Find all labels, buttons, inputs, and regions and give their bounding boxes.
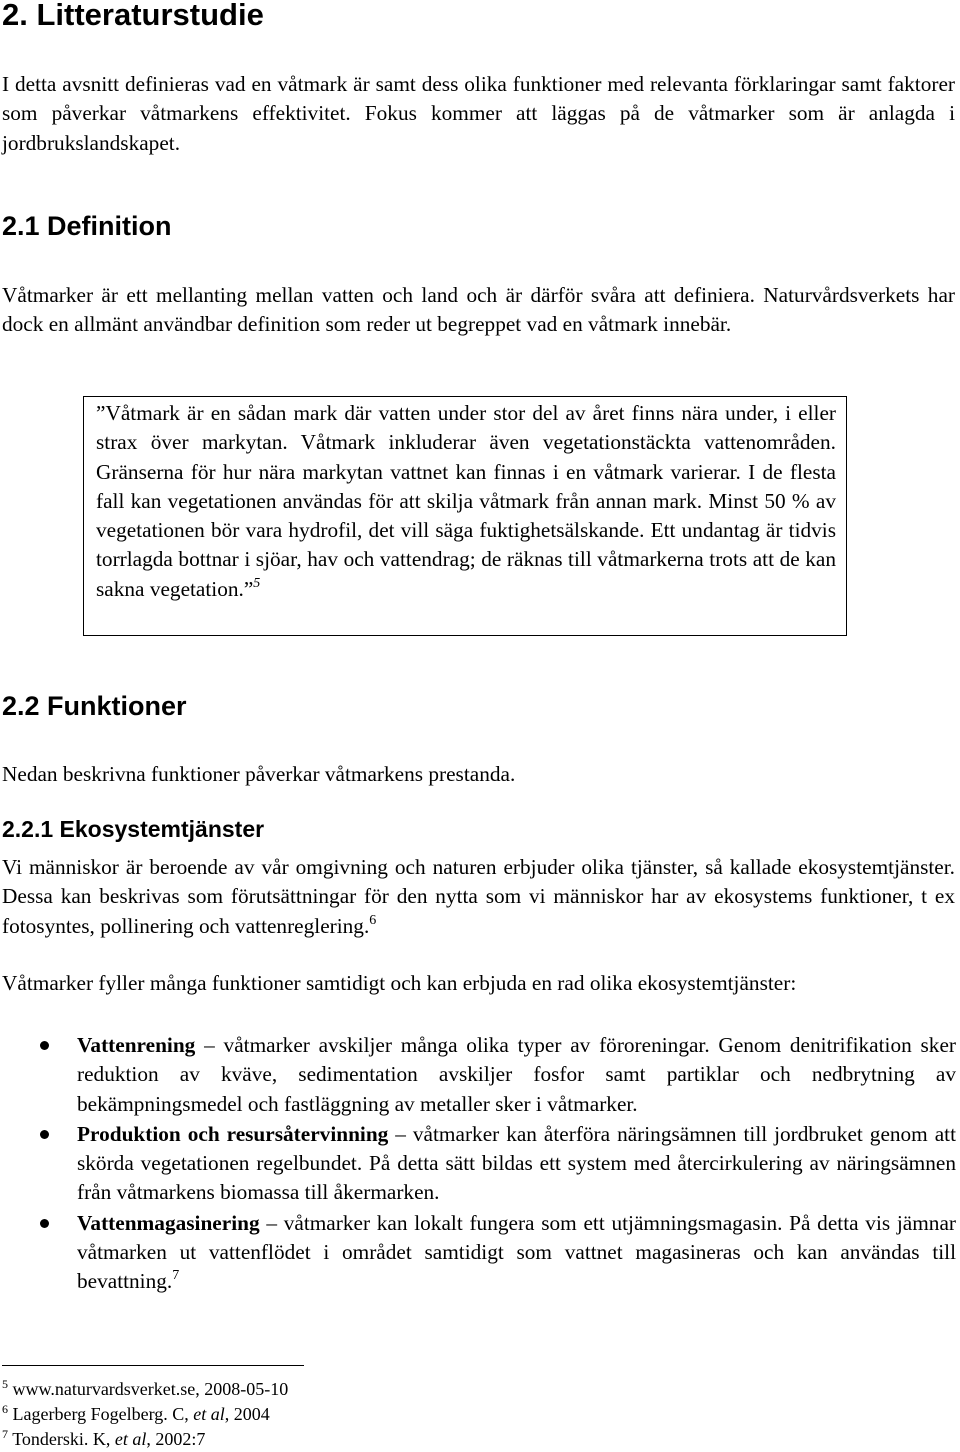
- bullet-icon: [40, 1130, 49, 1139]
- footnote-number: 5: [2, 1377, 8, 1391]
- intro-paragraph: I detta avsnitt definieras vad en våtmark är samt dess olika funktioner med relevanta förklaringar samt faktorer som påverkar våtmarkens effektivitet. Fokus kommer att läggas på de våtmarker som är anlagda i jordbrukslandskapet.: [2, 72, 955, 155]
- section-heading: 2. Litteraturstudie: [2, 0, 264, 32]
- footnote: $^7$ Tonderski. K, et al, 2002:7: [2, 1427, 206, 1449]
- definition-paragraph: Våtmarker är ett mellanting mellan vatten och land och är därför svåra att definiera. Naturvårdsverkets har dock en allmänt användbar definition som reder ut begreppet vad en våtmark innebär.: [2, 283, 955, 337]
- ekosystem-paragraph-2: Våtmarker fyller många funktioner samtidigt och kan erbjuda en rad olika ekosystemtjänster:: [2, 971, 797, 995]
- bullet-term: Produktion och resursåtervinning: [77, 1121, 389, 1146]
- footnote-ref-7: 7: [172, 1268, 180, 1284]
- bullet-text: – våtmarker kan återföra näringsämnen till jordbruket genom att skörda vegetationen regelbundet. På detta sätt bildas ett system med återcirkulering av näringsämnen från våtmarkens biomassa till åkermarken.: [77, 1121, 956, 1205]
- list-item: [0, 1120, 956, 1208]
- footnote-link[interactable]: www.naturvardsverket.se, 2008-05-10: [12, 1379, 289, 1399]
- ekosystem-heading: 2.2.1 Ekosystemtjänster: [2, 816, 265, 842]
- bullet-text: – våtmarker kan lokalt fungera som ett utjämningsmagasin. På detta vis jämnar våtmarken ut vattenflödet i området samtidigt som vattnet magasineras och kan användas till bevattning.: [77, 1210, 956, 1294]
- footnote-divider: [2, 1365, 304, 1366]
- footnote: $^6$ Lagerberg Fogelberg. C, et al, 2004: [2, 1402, 270, 1424]
- quote-text: ”Våtmark är en sådan mark där vatten under stor del av året finns nära under, i eller strax över markytan. Våtmark inkluderar även vegetationstäckta vattenområden. Gränserna för hur nära markytan vattnet kan finnas i en våtmark varierar. I de flesta fall kan vegetationen användas för att skilja våtmark från annan mark. Minst 50 % av vegetationen bör vara hydrofil, det vill säga fuktighetsälskande. Ett undantag är tidvis torrlagda bottnar i sjöar, hav och vattendrag; de räknas till våtmarkerna trots att de kan sakna vegetation.”: [96, 401, 836, 601]
- list-item: [0, 1031, 956, 1119]
- ekosystem-bullet-list: [0, 1031, 958, 1298]
- quote-footnote-ref: 5: [253, 575, 261, 591]
- footnote-number: 7: [2, 1427, 8, 1441]
- footnote-number: 6: [2, 1402, 8, 1416]
- bullet-term: Vattenmagasinering: [77, 1210, 260, 1235]
- definition-quote-box: [83, 396, 847, 636]
- bullet-icon: [40, 1219, 49, 1228]
- list-item: [0, 1209, 956, 1297]
- bullet-text: – våtmarker avskiljer många olika typer av föroreningar. Genom denitrifikation sker reduktion av kväve, sedimentation avskiljer fosfor samt partiklar och nedbrytning av bekämpningsmedel och fastläggning av metaller sker i våtmarker.: [77, 1033, 956, 1116]
- footnotes: [2, 1377, 288, 1452]
- ekosystem-paragraph-1: Vi människor är beroende av vår omgivning och naturen erbjuder olika tjänster, så kallade ekosystemtjänster. Dessa kan beskrivas som förutsättningar för den nytta som vi människor har av ekosystems funktioner, t ex fotosyntes, pollinering och vattenreglering.$^6$: [2, 855, 955, 938]
- funktioner-heading: 2.2 Funktioner: [2, 691, 187, 721]
- footnote-ref-6: 6: [369, 912, 377, 928]
- definition-quote: [96, 399, 836, 604]
- footnote: [2, 1377, 288, 1402]
- bullet-icon: [40, 1041, 49, 1050]
- definition-heading: 2.1 Definition: [2, 211, 172, 241]
- funktioner-paragraph: Nedan beskrivna funktioner påverkar våtmarkens prestanda.: [2, 762, 516, 786]
- bullet-term: Vattenrening: [77, 1033, 196, 1057]
